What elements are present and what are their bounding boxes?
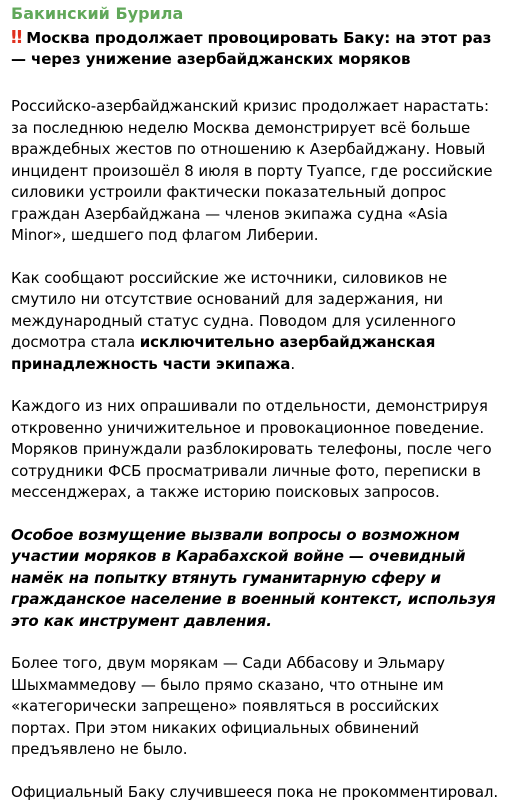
paragraph-2-text: Как сообщают российские же источники, силовиков не смутило ни отсутствие оснований для задержания, ни международный статус судна. Поводом для усиленного досмотра стала (11, 269, 456, 352)
paragraph-2-bold: исключительно азербайджанская принадлежность части экипажа (11, 333, 435, 373)
paragraph-3: Каждого из них опрашивали по отдельности, демонстрируя откровенно уничижительное и провокационное поведение. Моряков принуждали разблокировать телефоны, после чего сотрудники ФСБ просматривали личные фото, переписки в мессенджерах, а также историю поисковых запросов. (11, 396, 502, 504)
paragraph-4-emphasis: Особое возмущение вызвали вопросы о возможном участии моряков в Карабахской войне — очевидный намёк на попытку втянуть гуманитарную сферу и гражданское население в военный контекст, используя это как инструмент давления. (11, 525, 502, 633)
paragraph-2-end: . (290, 355, 295, 373)
paragraph-2 (11, 268, 502, 376)
headline-text: Москва продолжает провоцировать Баку: на этот раз — через унижение азербайджанских моряков (11, 29, 491, 68)
paragraph-6: Официальный Баку случившееся пока не прокомментировал. (11, 782, 502, 803)
double-exclamation-icon: ‼ (11, 27, 19, 48)
paragraph-5: Более того, двум морякам — Сади Аббасову и Эльмару Шыхмаммедову — было прямо сказано, что отныне им «категорически запрещено» появляться в российских портах. При этом никаких официальных обвинений предъявлено не было. (11, 653, 502, 761)
channel-name[interactable]: Бакинский Бурила (11, 4, 502, 24)
post-headline (11, 27, 502, 70)
paragraph-1: Российско-азербайджанский кризис продолжает нарастать: за последнюю неделю Москва демонстрирует всё больше враждебных жестов по отношению к Азербайджану. Новый инцидент произошёл 8 июля в порту Туапсе, где российские силовики устроили фактически показательный допрос граждан Азербайджана — членов экипажа судна «Asia Minor», шедшего под флагом Либерии. (11, 96, 502, 247)
